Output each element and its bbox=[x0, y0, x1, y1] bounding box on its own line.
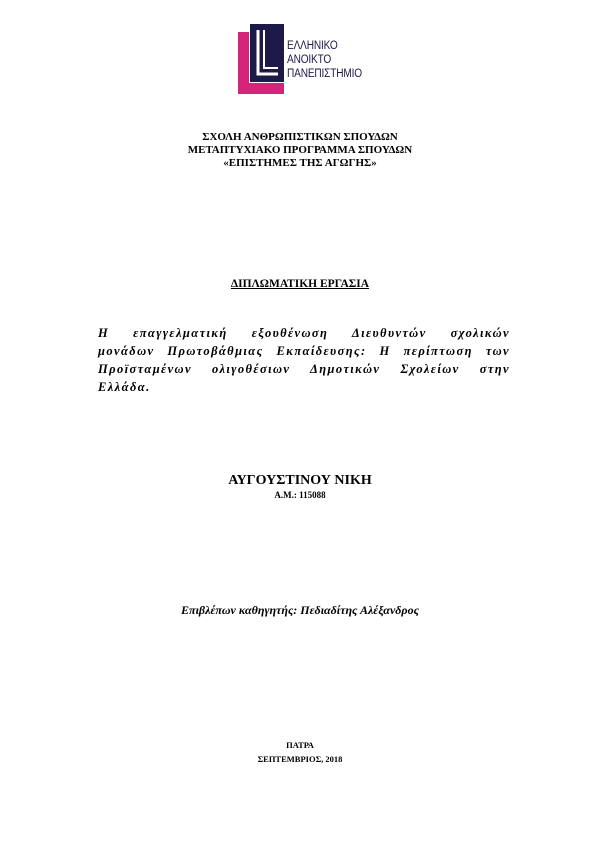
thesis-title-line-3: Προϊσταμένων ολιγοθέσιων Δημοτικών Σχολείων στην bbox=[98, 362, 510, 376]
eap-logo-icon bbox=[238, 24, 286, 96]
school-name: ΣΧΟΛΗ ΑΝΘΡΩΠΙΣΤΙΚΩΝ ΣΠΟΥΔΩΝ bbox=[202, 131, 398, 143]
thesis-title-line-1: Η επαγγελματική εξουθένωση Διευθυντών σχολικών bbox=[98, 326, 510, 340]
logo-line-2: ΑΝΟΙΚΤΟ bbox=[287, 54, 332, 66]
logo-wordmark bbox=[287, 39, 362, 81]
supervisor: Επιβλέπων καθηγητής: Πεδιαδίτης Αλέξανδρος bbox=[181, 603, 419, 617]
thesis-type-heading: ΔΙΠΛΩΜΑΤΙΚΗ ΕΡΓΑΣΙΑ bbox=[230, 278, 370, 290]
program-name: ΜΕΤΑΠΤΥΧΙΑΚΟ ΠΡΟΓΡΑΜΜΑ ΣΠΟΥΔΩΝ bbox=[187, 144, 413, 156]
date: ΣΕΠΤΕΜΒΡΙΟΣ, 2018 bbox=[257, 754, 343, 764]
thesis-title-line-4: Ελλάδα. bbox=[98, 380, 151, 394]
program-subtitle: «ΕΠΙΣΤΗΜΕΣ ΤΗΣ ΑΓΩΓΗΣ» bbox=[223, 157, 377, 169]
thesis-title-line-2: μονάδων Πρωτοβάθμιας Εκπαίδευσης: Η περίπτωση των bbox=[98, 344, 510, 358]
student-id: Α.Μ.: 115088 bbox=[274, 490, 326, 500]
thesis-title bbox=[98, 324, 510, 396]
university-logo bbox=[238, 24, 378, 96]
author-name: ΑΥΓΟΥΣΤΙΝΟΥ ΝΙΚΗ bbox=[228, 473, 372, 488]
school-header bbox=[0, 131, 600, 170]
logo-line-3: ΠΑΝΕΠΙΣΤΗΜΙΟ bbox=[287, 68, 362, 80]
logo-line-1: ΕΛΛΗΝΙΚΟ bbox=[287, 40, 338, 52]
place: ΠΑΤΡΑ bbox=[286, 740, 314, 750]
